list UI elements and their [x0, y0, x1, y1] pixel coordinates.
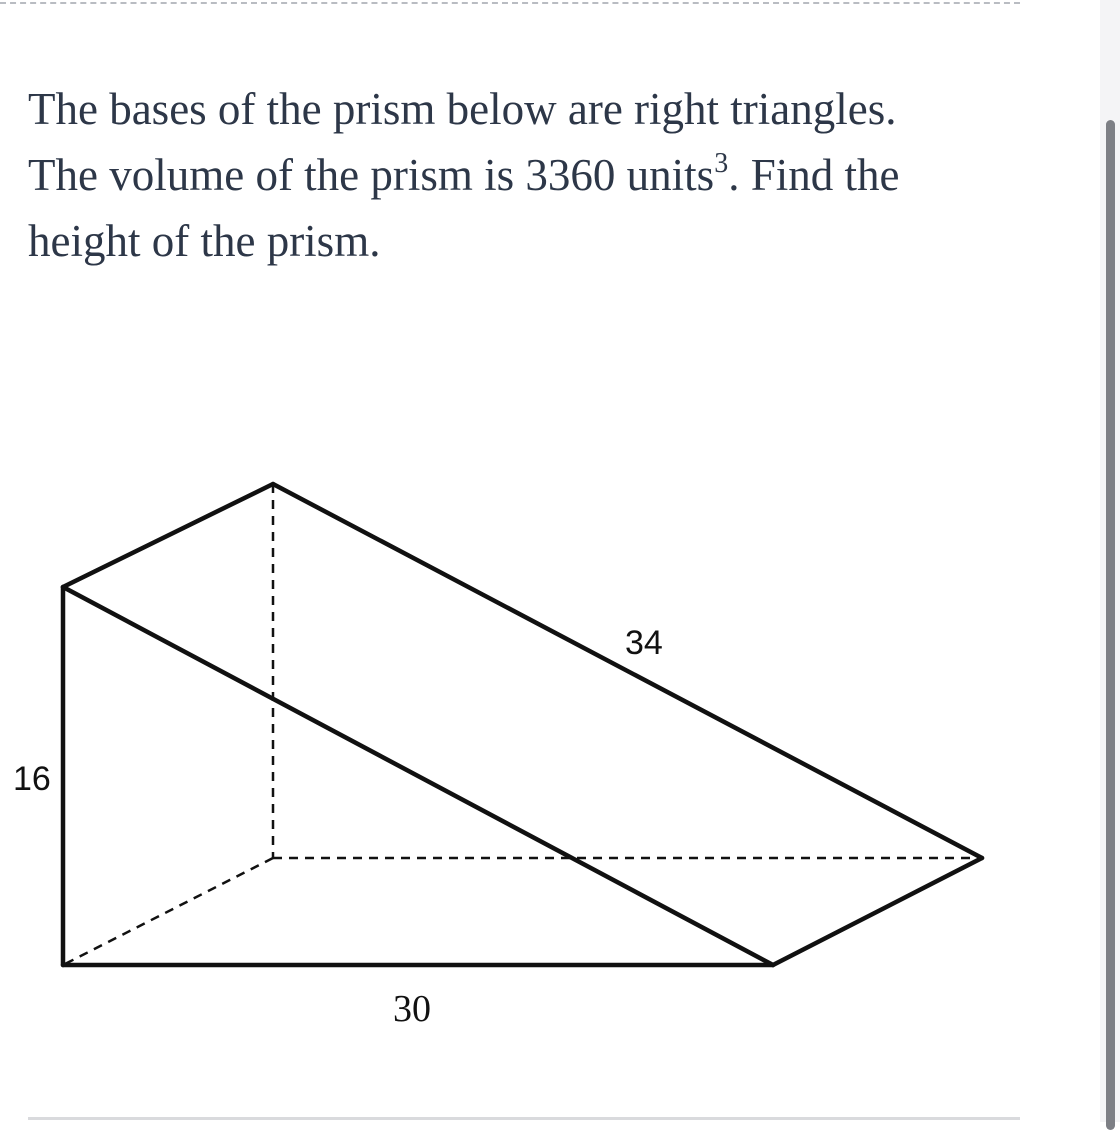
hidden-edges [63, 484, 982, 965]
question-line-3: height of the prism. [28, 216, 381, 266]
front-hypotenuse-edge [63, 587, 773, 965]
hidden-diagonal-edge [63, 858, 273, 965]
bottom-divider [28, 1117, 1020, 1120]
top-left-edge [63, 484, 273, 587]
hypotenuse-label: 34 [625, 624, 663, 662]
question-line-2-prefix: The volume of the prism is 3360 units [28, 150, 715, 200]
question-exponent: 3 [714, 148, 729, 179]
scrollbar-track[interactable] [1100, 0, 1120, 1122]
question-line-1: The bases of the prism below are right triangles. [28, 84, 897, 134]
back-hypotenuse-edge [273, 484, 982, 858]
base-label: 30 [393, 988, 431, 1030]
question-line-2-suffix: . Find the [728, 150, 900, 200]
height-label: 16 [13, 760, 51, 798]
bottom-right-edge [773, 858, 982, 965]
scrollbar-thumb[interactable] [1106, 120, 1115, 1130]
visible-edges [63, 484, 982, 965]
